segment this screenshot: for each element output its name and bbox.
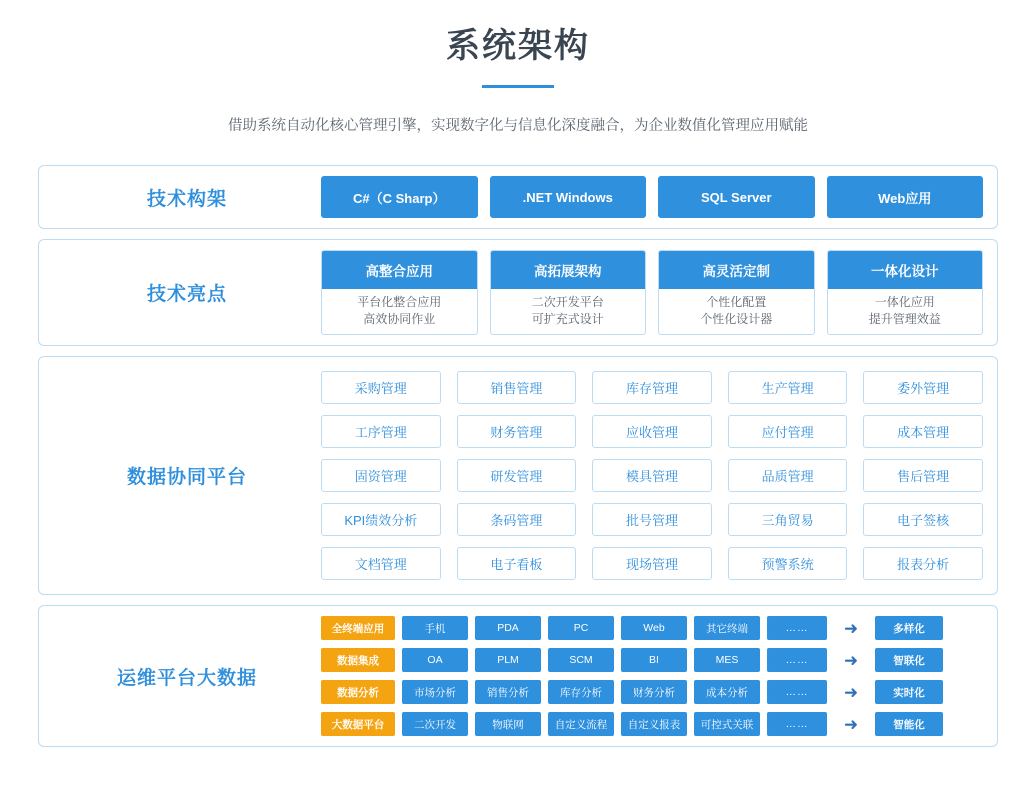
- bigdata-more[interactable]: ……: [767, 648, 827, 672]
- bigdata-item[interactable]: 成本分析: [694, 680, 760, 704]
- module-item[interactable]: 生产管理: [728, 371, 848, 404]
- module-item[interactable]: 现场管理: [592, 547, 712, 580]
- bigdata-category[interactable]: 数据分析: [321, 680, 395, 704]
- panel-data-platform: [38, 356, 998, 595]
- highlight-card-line: 平台化整合应用: [357, 295, 442, 309]
- highlight-card[interactable]: [490, 250, 647, 335]
- highlight-card-body: [659, 289, 814, 334]
- module-item[interactable]: 采购管理: [321, 371, 441, 404]
- bigdata-platform-body: [321, 616, 983, 736]
- module-item[interactable]: 销售管理: [457, 371, 577, 404]
- arrow-right-icon: ➜: [843, 618, 859, 638]
- tech-framework-body: [321, 176, 983, 218]
- bigdata-item[interactable]: 二次开发: [402, 712, 468, 736]
- module-item[interactable]: 成本管理: [863, 415, 983, 448]
- tech-chip[interactable]: Web应用: [827, 176, 984, 218]
- module-item[interactable]: 电子看板: [457, 547, 577, 580]
- module-item[interactable]: 财务管理: [457, 415, 577, 448]
- bigdata-item[interactable]: 可控式关联: [694, 712, 760, 736]
- module-item[interactable]: 应付管理: [728, 415, 848, 448]
- module-item[interactable]: 应收管理: [592, 415, 712, 448]
- bigdata-item[interactable]: 自定义流程: [548, 712, 614, 736]
- highlight-card-body: [828, 289, 983, 334]
- arrow-right-icon: ➜: [843, 682, 859, 702]
- highlight-card-line: 提升管理效益: [868, 312, 941, 326]
- bigdata-more[interactable]: ……: [767, 680, 827, 704]
- bigdata-item[interactable]: PC: [548, 616, 614, 640]
- highlight-card-line: 二次开发平台: [531, 295, 604, 309]
- module-item[interactable]: 条码管理: [457, 503, 577, 536]
- bigdata-item[interactable]: 自定义报表: [621, 712, 687, 736]
- highlight-card-line: 可扩充式设计: [531, 312, 604, 326]
- highlight-card[interactable]: [827, 250, 984, 335]
- bigdata-item[interactable]: 物联网: [475, 712, 541, 736]
- panel-label-tech-highlights: 技术亮点: [146, 284, 227, 305]
- module-item[interactable]: 模具管理: [592, 459, 712, 492]
- bigdata-item[interactable]: PLM: [475, 648, 541, 672]
- panel-tech-highlights: [38, 239, 998, 346]
- bigdata-row: [321, 616, 983, 640]
- bigdata-item[interactable]: BI: [621, 648, 687, 672]
- bigdata-row-list: [321, 616, 983, 736]
- bigdata-item[interactable]: 市场分析: [402, 680, 468, 704]
- panel-bigdata-platform: [38, 605, 998, 747]
- tech-highlights-card-row: [321, 250, 983, 335]
- bigdata-item[interactable]: 手机: [402, 616, 468, 640]
- module-item[interactable]: 研发管理: [457, 459, 577, 492]
- architecture-panels: [38, 165, 998, 747]
- page-title: 系统架构: [446, 27, 590, 65]
- highlight-card-line: 高效协同作业: [363, 312, 436, 326]
- bigdata-item[interactable]: Web: [621, 616, 687, 640]
- module-item[interactable]: 文档管理: [321, 547, 441, 580]
- bigdata-item[interactable]: 库存分析: [548, 680, 614, 704]
- highlight-card-body: [322, 289, 477, 334]
- data-platform-body: [321, 367, 983, 584]
- tech-chip[interactable]: .NET Windows: [490, 176, 647, 218]
- page-subtitle: 借助系统自动化核心管理引擎，实现数字化与信息化深度融合，为企业数值化管理应用赋能: [228, 118, 808, 134]
- module-item[interactable]: 预警系统: [728, 547, 848, 580]
- bigdata-more[interactable]: ……: [767, 616, 827, 640]
- architecture-page: [0, 18, 1036, 747]
- bigdata-item[interactable]: SCM: [548, 648, 614, 672]
- module-item[interactable]: 库存管理: [592, 371, 712, 404]
- bigdata-item[interactable]: 销售分析: [475, 680, 541, 704]
- highlight-card-title: 高拓展架构: [491, 251, 646, 289]
- module-item[interactable]: 三角贸易: [728, 503, 848, 536]
- bigdata-item[interactable]: PDA: [475, 616, 541, 640]
- bigdata-output[interactable]: 智能化: [875, 712, 943, 736]
- module-item[interactable]: 工序管理: [321, 415, 441, 448]
- module-item[interactable]: 品质管理: [728, 459, 848, 492]
- module-item[interactable]: 电子签核: [863, 503, 983, 536]
- bigdata-more[interactable]: ……: [767, 712, 827, 736]
- highlight-card-line: 一体化应用: [874, 295, 935, 309]
- module-item[interactable]: 售后管理: [863, 459, 983, 492]
- bigdata-item[interactable]: 其它终端: [694, 616, 760, 640]
- bigdata-category[interactable]: 大数据平台: [321, 712, 395, 736]
- highlight-card-body: [491, 289, 646, 334]
- bigdata-output[interactable]: 智联化: [875, 648, 943, 672]
- bigdata-category[interactable]: 全终端应用: [321, 616, 395, 640]
- bigdata-item[interactable]: OA: [402, 648, 468, 672]
- highlight-card-title: 高整合应用: [322, 251, 477, 289]
- module-item[interactable]: 固资管理: [321, 459, 441, 492]
- tech-chip[interactable]: C#（C Sharp）: [321, 176, 478, 218]
- panel-label-tech-framework: 技术构架: [146, 188, 227, 210]
- bigdata-item[interactable]: 财务分析: [621, 680, 687, 704]
- panel-label-bigdata-platform: 运维平台大数据: [116, 667, 257, 689]
- module-item[interactable]: 委外管理: [863, 371, 983, 404]
- bigdata-row: [321, 648, 983, 672]
- panel-tech-framework: [38, 165, 998, 229]
- bigdata-row: [321, 680, 983, 704]
- bigdata-output[interactable]: 多样化: [875, 616, 943, 640]
- highlight-card[interactable]: [321, 250, 478, 335]
- bigdata-row: [321, 712, 983, 736]
- arrow-right-icon: ➜: [843, 714, 859, 734]
- highlight-card-line: 个性化配置: [706, 295, 767, 309]
- module-grid: [321, 367, 983, 584]
- highlight-card-line: 个性化设计器: [700, 312, 773, 326]
- highlight-card-title: 一体化设计: [828, 251, 983, 289]
- highlight-card[interactable]: [658, 250, 815, 335]
- title-underline: [482, 85, 554, 88]
- tech-highlights-body: [321, 250, 983, 335]
- module-item[interactable]: 批号管理: [592, 503, 712, 536]
- bigdata-output[interactable]: 实时化: [875, 680, 943, 704]
- highlight-card-title: 高灵活定制: [659, 251, 814, 289]
- module-item[interactable]: KPI绩效分析: [321, 503, 441, 536]
- tech-chip[interactable]: SQL Server: [658, 176, 815, 218]
- bigdata-category[interactable]: 数据集成: [321, 648, 395, 672]
- panel-label-data-platform: 数据协同平台: [126, 467, 247, 488]
- module-item[interactable]: 报表分析: [863, 547, 983, 580]
- arrow-right-icon: ➜: [843, 650, 859, 670]
- tech-framework-chip-row: [321, 176, 983, 218]
- bigdata-item[interactable]: MES: [694, 648, 760, 672]
